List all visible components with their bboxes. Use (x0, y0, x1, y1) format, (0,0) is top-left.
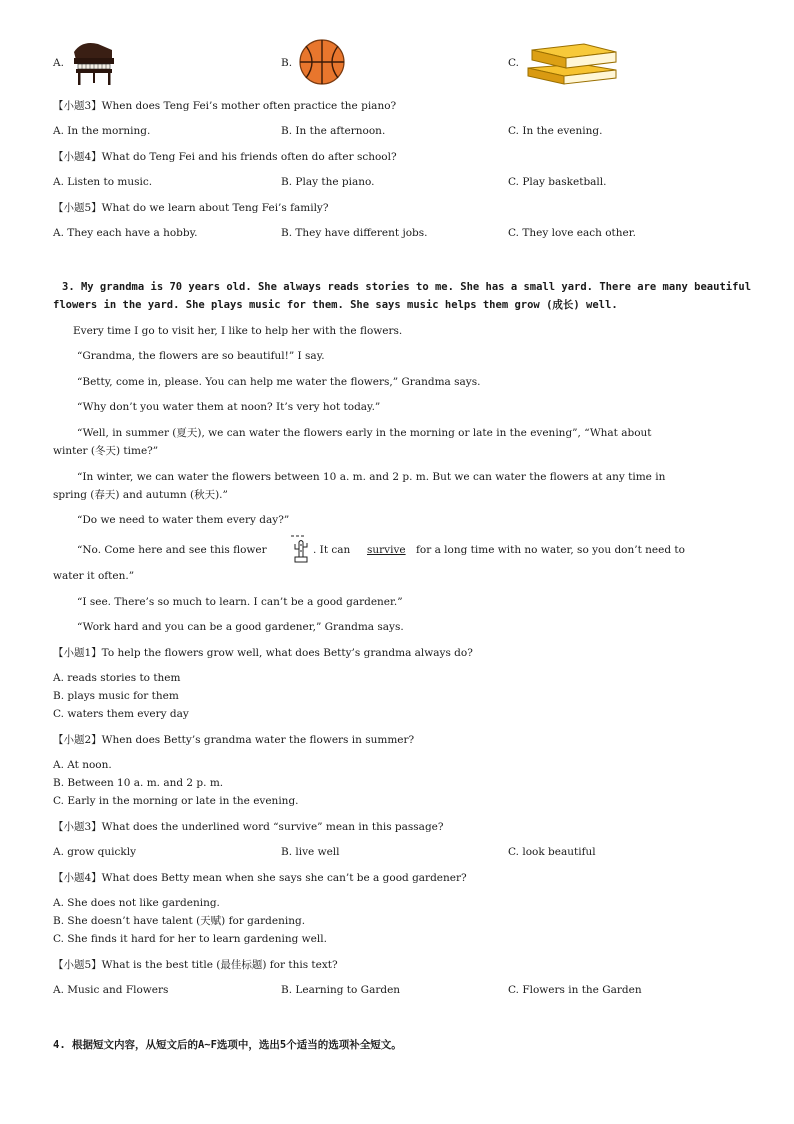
q3-question: 【小题3】When does Teng Fei’s mother often practice the piano? (53, 100, 397, 112)
q3-option-a: A. In the morning. (53, 125, 151, 137)
q4-question: 【小题4】What do Teng Fei and his friends often do after school? (53, 151, 397, 163)
q3-option-b: B. In the afternoon. (281, 125, 386, 137)
passage-p8-part-a: “No. Come here and see this flower (77, 544, 267, 556)
passage-p6-line1: “In winter, we can water the flowers between 10 a. m. and 2 p. m. But we can water the flowers at any time in (77, 471, 666, 483)
option-c-label: C. (508, 57, 519, 69)
books-icon (524, 38, 620, 88)
p3-q5-option-a: A. Music and Flowers (53, 984, 169, 996)
passage-p7: “Do we need to water them every day?” (77, 514, 290, 526)
q5-option-b: B. They have different jobs. (281, 227, 428, 239)
passage-p1: Every time I go to visit her, I like to help her with the flowers. (73, 325, 403, 337)
passage-p8-line2: water it often.” (53, 570, 135, 582)
passage-p6-line2: spring (春天) and autumn (秋天).” (53, 489, 228, 501)
option-a-label: A. (53, 57, 64, 69)
passage-p5-line2: winter (冬天) time?” (53, 445, 159, 457)
passage-p8-part-c: for a long time with no water, so you don’t need to (416, 544, 685, 556)
passage-p8-part-b: . It can (313, 544, 351, 556)
option-b-label: B. (281, 57, 293, 69)
p3-q4-option-b: B. She doesn’t have talent (天赋) for gardening. (53, 915, 306, 927)
passage-p2: “Grandma, the flowers are so beautiful!” I say. (77, 350, 325, 362)
p3-q4-option-c: C. She finds it hard for her to learn gardening well. (53, 933, 327, 945)
p3-q1-option-c: C. waters them every day (53, 708, 189, 720)
passage-p10: “Work hard and you can be a good gardener,” Grandma says. (77, 621, 404, 633)
piano-icon (68, 38, 118, 88)
p3-q3-option-c: C. look beautiful (508, 846, 596, 858)
p3-q5-option-b: B. Learning to Garden (281, 984, 401, 996)
p3-q4-question: 【小题4】What does Betty mean when she says she can’t be a good gardener? (53, 872, 467, 884)
section4-title: 4. 根据短文内容，从短文后的A~F选项中，选出5个适当的选项补全短文。 (53, 1039, 402, 1051)
p3-q4-option-a: A. She does not like gardening. (53, 897, 220, 909)
q3-option-c: C. In the evening. (508, 125, 603, 137)
passage-intro-line2: flowers in the yard. She plays music for them. She says music helps them grow (成长) well. (53, 299, 618, 311)
p3-q1-option-b: B. plays music for them (53, 690, 179, 702)
p3-q3-option-b: B. live well (281, 846, 340, 858)
p3-q5-option-c: C. Flowers in the Garden (508, 984, 642, 996)
q4-option-c: C. Play basketball. (508, 176, 607, 188)
p3-q2-option-a: A. At noon. (53, 759, 112, 771)
passage-p5-line1: “Well, in summer (夏天), we can water the flowers early in the morning or late in the evening”, “What about (77, 427, 652, 439)
p3-q3-question: 【小题3】What does the underlined word “survive” mean in this passage? (53, 821, 444, 833)
p3-q1-question: 【小题1】To help the flowers grow well, what does Betty’s grandma always do? (53, 647, 473, 659)
passage-p9: “I see. There’s so much to learn. I can’t be a good gardener.” (77, 596, 403, 608)
p3-q5-question: 【小题5】What is the best title (最佳标题) for this text? (53, 959, 338, 971)
p3-q2-option-b: B. Between 10 a. m. and 2 p. m. (53, 777, 224, 789)
p3-q2-question: 【小题2】When does Betty’s grandma water the flowers in summer? (53, 734, 415, 746)
passage-p4: “Why don’t you water them at noon? It’s very hot today.” (77, 401, 381, 413)
q4-option-b: B. Play the piano. (281, 176, 375, 188)
q5-option-a: A. They each have a hobby. (53, 227, 198, 239)
q4-option-a: A. Listen to music. (53, 176, 153, 188)
basketball-icon (298, 38, 346, 86)
passage-intro-line1: 3. My grandma is 70 years old. She always reads stories to me. She has a small yard. There are many beautiful (62, 281, 752, 293)
q5-option-c: C. They love each other. (508, 227, 636, 239)
passage-p3: “Betty, come in, please. You can help me water the flowers,” Grandma says. (77, 376, 481, 388)
p3-q2-option-c: C. Early in the morning or late in the evening. (53, 795, 299, 807)
p3-q1-option-a: A. reads stories to them (53, 672, 181, 684)
cactus-icon (288, 533, 314, 563)
underlined-word-survive: survive (367, 544, 406, 556)
q5-question: 【小题5】What do we learn about Teng Fei’s family? (53, 202, 329, 214)
p3-q3-option-a: A. grow quickly (53, 846, 137, 858)
